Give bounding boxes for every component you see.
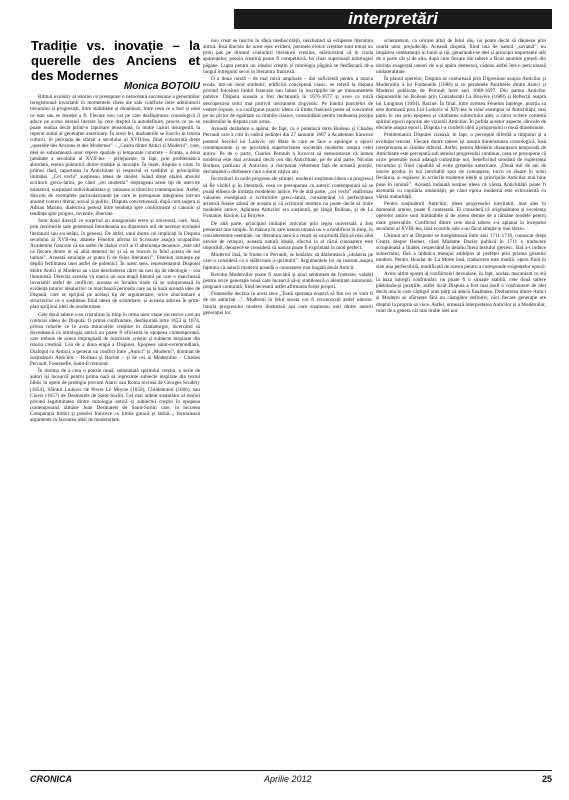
page-number: 25 — [541, 774, 552, 784]
paragraph: nou creat se înscriu în sfera mediocrității, neizbutind să eclipseze literatura antică. Însă dincolo de acest eșec evident, poemele eroice creștine sunt totuși un prim pas pe drumul conturării literaturii creștine, mărturisind că în ciuda aparențelor, poezia creștină poate fi competitivă, ba chiar superioară mitologiei păgâne. Lupta pentru un idealul creștin și mitologia păgână se desfășoară de-a lungul întregului secol în literatura franceză. — [203, 38, 373, 75]
page-footer — [30, 770, 552, 791]
paragraph: Revolta Modernilor poate fi asociată și unui sentiment de frustrare, valabil pentru orice generație nouă care încearcă să-și stabilească o identitate autonomă, pregnant conturată, fiind necesară astfel afirmarea forței proprii. — [203, 271, 373, 291]
column-3 — [376, 38, 546, 315]
paragraph: În dorința de a crea o poezie nouă, subsumată spiritului creștin, o serie de autori își încearcă pentru prima oară să reprezinte subiecte inspirate din textul biblic în opere de prestigiu precum Alaric sau Roma învinsă de Georges Scudéry (1654), Sfântul Ludovic de Pierre Le Moyne (1658), Childebrand (1666), sau Clovis (1657) de Desmarets de Saint-Sorlin. Cel mai ardent susținător al teoriei privind legitimitatea dintre mitologia antică și subiectul creștin în epopeea contemporană rămâne Jean Desmarets de Saint-Sorlin care, în lucrarea Comparația limbii și poeziei franceze cu limba greacă și latină..., formulează argumente în favoarea ideii de modernitate. — [30, 368, 200, 424]
publication-name: CRONICA — [30, 774, 72, 784]
column-2 — [203, 38, 373, 317]
paragraph: Încrezători în noile progrese ale științei, moderni susțineau ideea ca progresul să fie vizibil și în literatură, ceea ce presupunea ca autorii contemporani să se poată elibera de imitația modelelor antice. Pe de altă parte, „cei vechi” reafirmau valoarea exemplară a scriitorilor greco-latini, considerând că perfecțiunea artistică fusese atinsă de aceștia și că scriitorul modern nu poate decât să imite modelele antice. Apărarea Anticilor era susținută, pe lângă Boileau, și de La Fontaine, Racine, La Bruyère. — [203, 176, 373, 220]
issue-date: Aprilie 2012 — [264, 774, 312, 784]
paragraph: Cele două tabere s-au cristalizat în timp în urma unor etape succesive care au conturat ideea de Dispută. O primă confruntare, desfășurată între 1653 și 1674, privea rolurile ce le avea miracolele creștine în dramaturgie, încercând să dovedească că mitologia antică nu poate fi eficientă în epopeea contemporană, care trebuie de aceea impregnată de misticism creștin și subiecte inspirate din istoria creștină. Cea de a doua etapă a Disputei, Epopeea saint-evremondiană, Dialogul cu Anticii, a generat un conflict între „Antici” și „Moderni”, dominat de susținătorii Anticilor – Boileau și Racine – și de cei ai Modernilor – Charles Perrault, Fontenelle, Saint-Evremond. — [30, 311, 200, 367]
article-author: Monica BOȚOIU — [123, 81, 200, 92]
article-title: Tradiție vs. inovație – la querelle des Anciens et des Modernes — [31, 38, 200, 83]
paragraph: Această dezbatere a apărut, de fapt, ca o polemică între Boileau și Charles Perrault care a citit în cadrul ședinței din 27 ianuarie 1687 a Academiei franceze poemul Secolul lui Ludovic cel Mare în care se face o apologie a epocii contemporane și se proclamă superioritatea societății moderne asupra celei antice. Pe de o parte, Charles Perrault a încercat să demonstreze că lumea modernă este mai avansată decât cea din Antichitate, pe de altă parte, Nicolas Boileau, partizan al Anticilor, a reacționat vehement față de această poziție, declanșând o dezbatere care a durat câțiva ani. — [203, 126, 373, 176]
paragraph: Ultimul act al Disputei se înregistrează între anii 1711-1716, cunoscut drept Cearta despre Homer, când Madame Dacier publică în 1711 o traducere scrupuloasă a Iliadei, respectând în detaliu litera textului grecesc, fără a-l induce subiectului, fără a îmbrăca mesajul ambițios al prefeței prin prisma gustului modern. Pentru Houdar de La Motte însă, traducerea este inutilă, opera fiind în sine una perfectibilă, modificată de acesta pentru a corespunde exigențelor epocii. — [376, 232, 546, 270]
paragraph: Fontenelle declara în acest sens „Toată speranța noastră să fim cei ce vom fi de tot admirați ..”. Modernii în felul acesta vor fi recunoscuți astfel ulterior. Istoria progresului modern ilustrează așa cum susțineau unii dintre autorii generației lor. — [203, 291, 373, 316]
paragraph: O a doua rundă – de mai mică amploare – dar suficientă pentru a marca eroda, într-un mod simbolic, edificiul conceptual clasic, se referă la disputa privind folosirea limbii franceze sau latine în inscripțiile de pe monumentele publice. Disputa aceasta a fost declanșată în 1676-1677 și avea ca miză descoperirea celui mai potrivit instrument lingvistic. Pe fondul punctelor de vedere expuse, s-a configurat practic ideea că limba franceză putea să concureze pe un picior de egalitate cu limbile clasice, consolidând pentru totdeauna poziția modernilor în disputa care urma. — [203, 75, 373, 126]
paragraph: Ritmul evolutiv al istoriei ce presupune o neîncetată succesiune a generațiilor înregistrează invariabil în momentele cheie ale sale conflicte între admiratorii trecutului și progresiști, între stabilitate și dinamism, între ceea ce a fost și ceea ce este sau se dorește a fi. Fiecare nou val pe care desfășurarea cronologică îl aduce pe scena istoriei literare își cere dreptul la autodefinire, proces ce nu se poate realiza decât printr-o raportare tensionată, în multe cazuri insurgentă, la reperul stabil al generației anterioare. În acest fel, dezbaterile se înscriu în istoria culturii, în perioada de sfârșit a secolului al XVII-lea, fiind consacrată drept „querelle des Anciens et des Modernes” – „Cearta dintre Antici și Moderni”, care, deși se subsumează unor repere spațiale și temporale concrete – Franța, a doua jumătate a secolului al XVII-lea – prilejuiește, în fapt, prin problematica abordată, eterna polemică dintre tradiție și inovație. În mare, disputa a vizat, în primul rând, raportarea la Antichitate și respectul ei tradiției și principiilor imitației. „Cei vechi” susțineau ideea de model, luând drept etalon absolut scriitorii greco-latini, pe când „cei moderni” respingeau acest tip de aservire mimetică, susținând individualitatea și valoarea scriitorilor contemporani. Astfel, dincolo de exemplele particularizante pe care le presupune integrarea într-un anumit context literar, social și politic, Disputa concretizează, după cum sugera și Adrian Marino, dialectica perenă între tendința spre conformism și canonic și tendința spre progres, inventie, libertate. — [30, 94, 200, 218]
paragraph: Sunt două direcții ce surprind un antagonism etern și universal, care, însă, prin resorturile sale generează întotdeauna un dinamism util de necesar evoluției literaturii sau societății, în general. De altfel, unul dintre cei implicați în Disputa secolului al XVII-lea, abatele Fénelon afirma în Scrisoare asupra ocupațiilor Academiei franceze că un astfel de război civil ar fi alternanța deoarece „este util ca fiecare dintre ei să aibă temeiul lor și să se bucure în felul acesta de noi lumini”. Această emulație ar putea fi de folos literaturii”. Fénelon intuiește pe deplin fertilitatea unei astfel de polemici. În acest sens, reprezentantul Disputei dintre Antici și Moderni au vizat deschiderea către un nou tip de ideologie – cea iluministă. Direcția aceasta va marca un nou etapă literară pe care o marchează invariabil astfel de conflicte, aceasta se încadra tinde că se soluționează în evidența tuturor idealurilor ce marchează perioada care au la bază această idee de Dispută, care se sprijină pe același tip de argumentare, orice zbuciumare a structurilor ce o susțineau fiind ideea de schimbare, și aceasta aducea în prim-plan sprijinul ideii de modernitate. — [30, 218, 200, 311]
paragraph: Problematica Disputei vizează, în fapt, o percepție diferită a timpului și a evoluției istoriei. Fiecare dintre tabere își asumă dimensiunea cronologică, însă interpretarea ei rămâne diferită. Astfel, pentru Moderni distanțarea temporală de Antichitate este percepută sub semnul progresului continuu, ceea ce presupune că orice generație nouă adaugă cunoștințe noi, beneficiind totodată de experiența trecutului și fiind capabilă să evite greșelile anterioare. „Două mii de ani de istorie produc în noi inevitabil spor de cunoaștere, lucru ce răsare în ochii fiecăruia, și regăsesc în scrierile moderne ideile și principiile Anticilor mai bine puse în lumină”. Această îndoială susține ideea că vârsta Antichității poate fi asemuită cu copilăria umanității, pe când epoca modernă este echivalentă cu vârsta maturității. — [376, 132, 546, 200]
paragraph: schematism, ca oricare altul de felul său, nu poate decât să dăuneze prin cearta unor prejudecăți. Această dispută, fiind una de natură „savantă”, nu împărtea combatanții în bunii și răi, generându-se idei și principii importante atât de o parte cât și de alta, după cum fiecare din tabere a făcut anumite greșeli din dorința exagerată uneori de a-și apăra demersul, cădeau astfel într-o periculoasă unilateralitate. — [376, 38, 546, 75]
paragraph: Modernii însă, în frunte cu Perrault, se hotărăsc să dărâmească „idolatria pe care o consideră ca o slăbiciune a spiritului”. Argumentele lor au insistat asupra faptului că autorii moderni posedă o cunoaștere mai bogată decât Anticii. — [203, 252, 373, 271]
paragraph: Acest ultim spasm al conflictului devoalase, în fapt, acelasi mecanism ce stă la baza întregii confruntări: nu poate fi o situație stabilă, cele două tabere păstrându-și pozițiile, astfel încât Disputa a fost mai mult o confruntare de idei decât una în care câștigul unei părți să aducă finalitatea. Dezbaterea dintre Antici și Moderni se sfârșește fără un câștigător definitiv, căci fiecare generație are dreptul la propria sa voce. Astfel, urmează interpretarea Anticilor și a Modernilor, rolul de a genera cât mai multe idei noi. — [376, 270, 546, 314]
section-header: interpretări — [234, 9, 552, 29]
paragraph: De altă parte, principiul imitației articulat prin legea universală a fost prezentat mai simplu. În măsura în care natura umană nu s-a modificat în timp, în considerentele esențiale, iar literatura antică a reușit să surprindă fără să mai aibă nevoie de retușuri, această natură ideală, efectul la al cărui cunoaștere este imposibil, deoarece se consideră că natura poate fi exprimată în mod perfect. — [203, 220, 373, 252]
paragraph: În planul operelor, Disputa se conturează prin Digresiune asupra Anticilor și Modernilor a lui Fontenelle (1688) și ce paralelele Paralelele dintre Antici și Moderni publicate de Perrault între anii 1688-1697. Din partea Anticilor răspunsurile lui Boileau prin Considerații La Bruyère (1688) și Reflecții asupra lui Longinus (1694), Racine. În final, între acestea Fénelon înțelege, poziția sa este dominată prin Lui Ludovic al XIV-lea la rolul exemplar al Antichității, mai puțin în cea prin epopeea și vitalitatea subiectului ales, a căror scriere contestă spiritul epocii epocale ale viziunii Anticilor. În pofida acestor aspecte, dincolo de efectele asupra epocii, Disputa i-a conferit ideii a progresului o nouă dimensiune. — [376, 75, 546, 132]
column-1 — [30, 38, 200, 424]
paragraph: Pentru susținătorii Anticilor, ideea progresului inevitabil, mai ales în domeniul artelor, poate fi contestată. Ei consideră că originalitatea și excelența operelor antice sunt inimitabile și de aceea demne de a rămâne modele pentru toate generațiile. Conflictul dintre cele două tabere s-a aplanat la începutul secolului al XVIII-lea, însă ecourile sale s-au făcut simțite și mai târziu. — [376, 201, 546, 232]
